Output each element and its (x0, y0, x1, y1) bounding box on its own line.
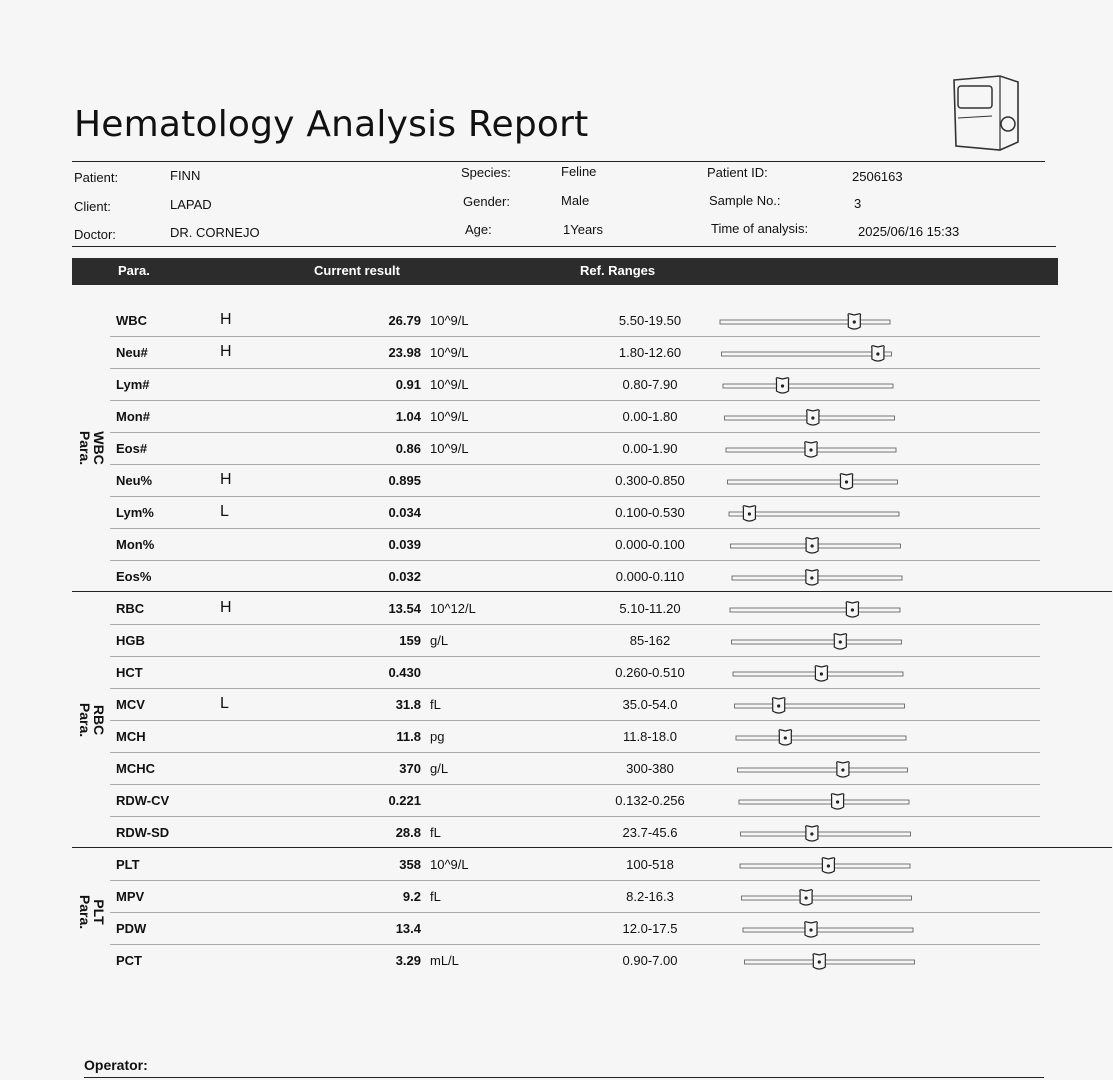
param-ref-range: 0.132-0.256 (615, 793, 685, 808)
param-value: 370 (399, 761, 421, 776)
param-ref-range: 0.80-7.90 (622, 377, 678, 392)
row-divider (110, 464, 1040, 465)
param-value: 0.032 (388, 569, 421, 584)
param-name: Eos# (116, 441, 148, 456)
param-value: 0.430 (388, 665, 421, 680)
result-row (0, 818, 1113, 850)
param-unit: 10^9/L (430, 345, 469, 360)
group-label: PLT Para. (77, 894, 107, 930)
range-bar (738, 768, 908, 772)
time-label: Time of analysis: (711, 221, 809, 236)
param-value: 31.8 (395, 697, 421, 712)
row-divider (110, 688, 1040, 689)
range-bar (745, 960, 915, 964)
range-indicator (715, 760, 935, 782)
row-divider (110, 944, 1040, 945)
range-marker-dot (827, 864, 830, 867)
range-marker-dot (811, 544, 814, 547)
range-indicator (715, 952, 935, 974)
sample-no-label: Sample No.: (709, 193, 781, 208)
range-bar (736, 736, 906, 740)
param-value: 0.91 (395, 377, 421, 392)
range-marker-dot (748, 512, 751, 515)
param-value: 159 (399, 633, 421, 648)
result-row (0, 690, 1113, 722)
row-divider (110, 784, 1040, 785)
result-row (0, 306, 1113, 338)
age-value: 1Years (563, 222, 603, 237)
param-value: 9.2 (402, 889, 421, 904)
param-value: 358 (399, 857, 421, 872)
param-unit: g/L (430, 761, 449, 776)
result-row (0, 530, 1113, 562)
param-name: MCHC (116, 761, 155, 776)
param-ref-range: 85-162 (629, 633, 671, 648)
range-marker-dot (809, 448, 812, 451)
param-value: 28.8 (395, 825, 421, 840)
row-divider (110, 496, 1040, 497)
result-row (0, 626, 1113, 658)
operator-label: Operator: (84, 1057, 148, 1073)
range-indicator (715, 728, 935, 750)
param-ref-range: 0.260-0.510 (615, 665, 685, 680)
result-row (0, 754, 1113, 786)
range-bar (730, 608, 900, 612)
param-unit: fL (430, 825, 441, 840)
row-divider (110, 400, 1040, 401)
param-flag: H (220, 311, 232, 328)
param-name: MCH (116, 729, 146, 744)
group-separator (72, 591, 1112, 592)
param-value: 26.79 (388, 313, 421, 328)
result-row (0, 338, 1113, 370)
param-unit: 10^9/L (430, 313, 469, 328)
range-bar (743, 928, 913, 932)
row-divider (110, 368, 1040, 369)
range-marker-dot (839, 640, 842, 643)
row-divider (110, 816, 1040, 817)
group-separator (72, 847, 1112, 848)
param-name: Lym# (116, 377, 150, 392)
range-indicator (715, 504, 935, 526)
header-para: Para. (118, 263, 150, 278)
range-indicator (715, 824, 935, 846)
doctor-label: Doctor: (74, 227, 116, 242)
range-indicator (715, 344, 935, 366)
result-row (0, 786, 1113, 818)
result-row (0, 562, 1113, 594)
result-row (0, 434, 1113, 466)
result-row (0, 914, 1113, 946)
range-marker-dot (845, 480, 848, 483)
param-name: PCT (116, 953, 142, 968)
range-marker-dot (836, 800, 839, 803)
result-row (0, 850, 1113, 882)
param-name: MCV (116, 697, 145, 712)
param-ref-range: 0.00-1.80 (622, 409, 678, 424)
param-ref-range: 300-380 (626, 761, 674, 776)
table-header-bar (72, 258, 1058, 285)
param-unit: 10^9/L (430, 409, 469, 424)
row-divider (110, 880, 1040, 881)
range-marker-dot (820, 672, 823, 675)
param-ref-range: 0.000-0.100 (615, 537, 685, 552)
range-marker-dot (818, 960, 821, 963)
param-name: RBC (116, 601, 145, 616)
result-row (0, 402, 1113, 434)
range-bar (742, 896, 912, 900)
param-name: MPV (116, 889, 145, 904)
species-label: Species: (461, 165, 511, 180)
param-unit: 10^9/L (430, 441, 469, 456)
param-unit: 10^12/L (430, 601, 476, 616)
patient-id-value: 2506163 (852, 169, 903, 184)
param-flag: L (220, 503, 229, 520)
param-ref-range: 12.0-17.5 (622, 921, 678, 936)
range-marker-dot (853, 320, 856, 323)
param-flag: H (220, 343, 232, 360)
param-name: Neu% (116, 473, 153, 488)
report-title: Hematology Analysis Report (74, 104, 589, 145)
range-indicator (715, 920, 935, 942)
range-marker-dot (809, 928, 812, 931)
range-marker-dot (851, 608, 854, 611)
range-bar (728, 480, 898, 484)
param-ref-range: 35.0-54.0 (622, 697, 678, 712)
range-marker-dot (810, 576, 813, 579)
range-indicator (715, 472, 935, 494)
result-row (0, 594, 1113, 626)
param-ref-range: 1.80-12.60 (618, 345, 682, 360)
range-indicator (715, 408, 935, 430)
range-marker-dot (777, 704, 780, 707)
param-flag: H (220, 599, 232, 616)
range-bar (741, 832, 911, 836)
param-unit: 10^9/L (430, 857, 469, 872)
param-name: WBC (116, 313, 148, 328)
result-row (0, 498, 1113, 530)
param-unit: pg (430, 729, 445, 744)
row-divider (110, 752, 1040, 753)
param-name: Eos% (116, 569, 152, 584)
param-value: 0.039 (388, 537, 421, 552)
param-ref-range: 0.000-0.110 (615, 569, 685, 584)
param-name: PLT (116, 857, 140, 872)
operator-rule (84, 1077, 1044, 1078)
param-ref-range: 5.50-19.50 (618, 313, 682, 328)
range-bar (732, 640, 902, 644)
param-value: 0.895 (388, 473, 421, 488)
range-indicator (715, 888, 935, 910)
param-name: Neu# (116, 345, 148, 360)
param-flag: H (220, 471, 232, 488)
param-ref-range: 0.300-0.850 (615, 473, 685, 488)
param-name: RDW-CV (116, 793, 170, 808)
gender-value: Male (561, 193, 590, 208)
row-divider (110, 656, 1040, 657)
param-ref-range: 100-518 (626, 857, 674, 872)
header-ref-ranges: Ref. Ranges (580, 263, 656, 278)
result-row (0, 946, 1113, 978)
param-ref-range: 11.8-18.0 (623, 729, 677, 744)
param-value: 11.8 (396, 729, 421, 744)
result-row (0, 370, 1113, 402)
param-unit: fL (430, 889, 441, 904)
species-value: Feline (561, 164, 597, 179)
range-bar (735, 704, 905, 708)
row-divider (110, 912, 1040, 913)
header-top-rule (72, 161, 1045, 162)
param-value: 1.04 (395, 409, 421, 424)
param-value: 13.54 (388, 601, 421, 616)
param-ref-range: 5.10-11.20 (619, 601, 681, 616)
param-name: Mon% (116, 537, 155, 552)
range-indicator (715, 440, 935, 462)
patient-label: Patient: (74, 170, 119, 185)
range-indicator (715, 792, 935, 814)
range-indicator (715, 696, 935, 718)
param-unit: fL (430, 697, 441, 712)
patient-value: FINN (170, 168, 201, 183)
range-bar (720, 320, 890, 324)
age-label: Age: (465, 222, 492, 237)
row-divider (110, 528, 1040, 529)
range-bar (722, 352, 892, 356)
gender-label: Gender: (463, 194, 510, 209)
param-value: 0.221 (388, 793, 421, 808)
param-value: 3.29 (395, 953, 421, 968)
param-name: RDW-SD (116, 825, 170, 840)
result-row (0, 658, 1113, 690)
param-value: 23.98 (388, 345, 421, 360)
doctor-value: DR. CORNEJO (170, 225, 260, 240)
range-indicator (715, 376, 935, 398)
param-name: HCT (116, 665, 143, 680)
range-marker-dot (841, 768, 844, 771)
range-marker-dot (781, 384, 784, 387)
range-indicator (715, 568, 935, 590)
range-indicator (715, 536, 935, 558)
header-bottom-rule (72, 246, 1056, 247)
range-indicator (715, 664, 935, 686)
range-marker-dot (811, 416, 814, 419)
param-ref-range: 0.90-7.00 (622, 953, 678, 968)
param-ref-range: 0.100-0.530 (615, 505, 685, 520)
header-current-result: Current result (314, 263, 400, 278)
range-indicator (715, 856, 935, 878)
row-divider (110, 624, 1040, 625)
patient-id-label: Patient ID: (707, 165, 768, 180)
result-row (0, 722, 1113, 754)
client-label: Client: (74, 199, 111, 214)
range-bar (739, 800, 909, 804)
param-name: PDW (116, 921, 147, 936)
row-divider (110, 720, 1040, 721)
range-indicator (715, 312, 935, 334)
group-label: WBC Para. (77, 430, 107, 466)
param-name: Mon# (116, 409, 150, 424)
range-indicator (715, 600, 935, 622)
param-value: 0.034 (388, 505, 421, 520)
param-flag: L (220, 695, 229, 712)
param-ref-range: 0.00-1.90 (622, 441, 678, 456)
param-name: Lym% (116, 505, 154, 520)
param-name: HGB (116, 633, 145, 648)
param-ref-range: 8.2-16.3 (626, 889, 674, 904)
param-unit: g/L (430, 633, 449, 648)
param-unit: 10^9/L (430, 377, 469, 392)
range-marker-dot (876, 352, 879, 355)
row-divider (110, 560, 1040, 561)
range-bar (723, 384, 893, 388)
range-marker-dot (784, 736, 787, 739)
client-value: LAPAD (170, 197, 212, 212)
group-label: RBC Para. (77, 702, 107, 738)
param-unit: mL/L (430, 953, 459, 968)
param-value: 0.86 (395, 441, 421, 456)
result-row (0, 466, 1113, 498)
range-marker-dot (810, 832, 813, 835)
row-divider (110, 336, 1040, 337)
analyzer-device-icon (944, 72, 1026, 154)
result-row (0, 882, 1113, 914)
row-divider (110, 432, 1040, 433)
param-value: 13.4 (395, 921, 421, 936)
range-indicator (715, 632, 935, 654)
sample-no-value: 3 (854, 196, 862, 211)
time-value: 2025/06/16 15:33 (858, 224, 960, 239)
range-marker-dot (805, 896, 808, 899)
param-ref-range: 23.7-45.6 (622, 825, 678, 840)
